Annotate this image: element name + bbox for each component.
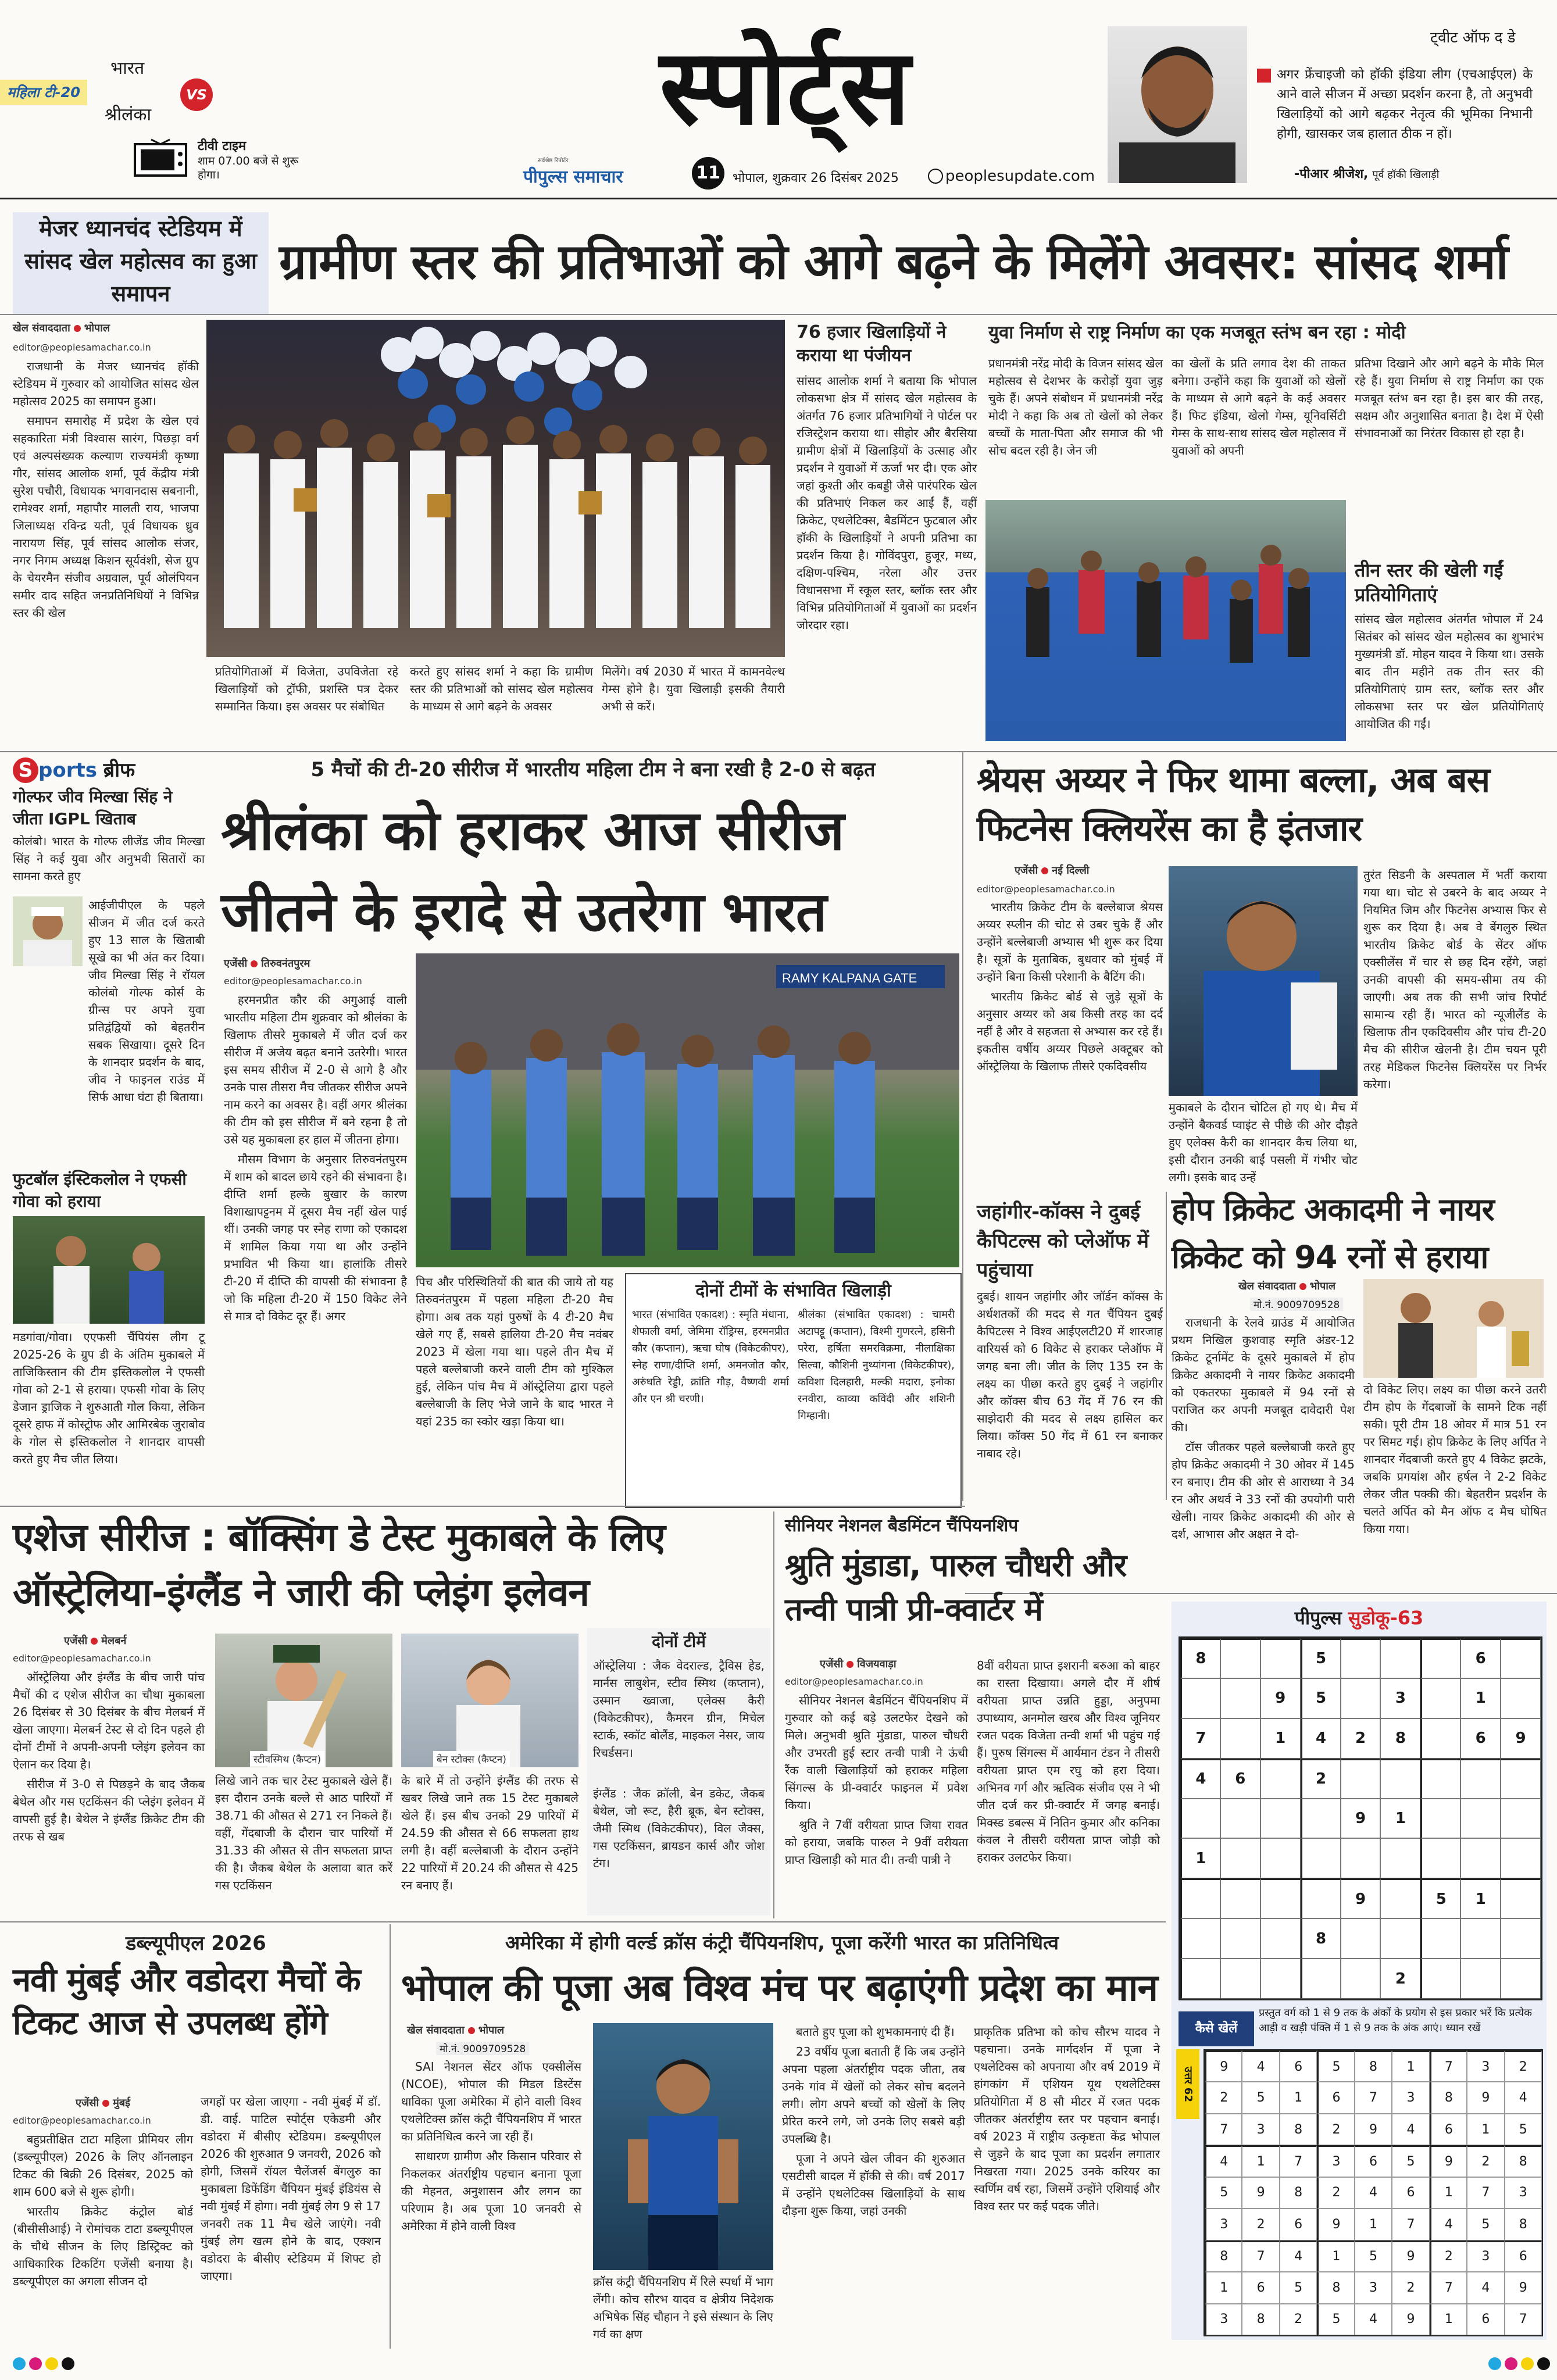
sudoku-cell: 6: [1392, 2177, 1429, 2209]
masthead-title: स्पोर्ट्स: [659, 26, 910, 148]
sudoku-cell[interactable]: 8: [1301, 1918, 1341, 1959]
sudoku-cell: 5: [1205, 2177, 1242, 2209]
sudoku-cell[interactable]: [1420, 1799, 1460, 1839]
story3-col1: भारतीय क्रिकेट टीम के बल्लेबाज श्रेयस अय्यर स्प्लीन की चोट से उबर चुके हैं और उन्होंने बल्लेबाजी अभ्यास भी शुरू कर दिया है। सूत्रों के मुताबिक, बुधवार को मुंबई में उन्होंने बिना किसी परेशानी के बैटिंग की। भारतीय क्रिकेट बोर्ड से जुड़े सूत्रों के अनुसार अय्यर को अब किसी तरह का दर्द नहीं है और वे सहजता से अभ्यास कर रहे हैं। इकतीस वर्षीय अय्यर पिछले अक्टूबर को ऑस्ट्रेलिया के खिलाफ तीसरे एकदिवसीय: [977, 900, 1163, 1073]
sudoku-cell: 4: [1505, 2082, 1542, 2113]
sudoku-cell[interactable]: [1220, 1799, 1260, 1839]
story6-email: editor@peoplesamachar.co.in: [13, 1653, 151, 1664]
sudoku-cell[interactable]: [1341, 1838, 1381, 1878]
sudoku-cell: 1: [1430, 2304, 1467, 2335]
sudoku-cell: 6: [1430, 2114, 1467, 2145]
sudoku-cell[interactable]: [1180, 1918, 1220, 1959]
sudoku-cell: 7: [1205, 2114, 1242, 2145]
sudoku-cell[interactable]: [1301, 1799, 1341, 1839]
sudoku-cell[interactable]: [1460, 1838, 1501, 1878]
sudoku-cell[interactable]: 9: [1501, 1718, 1541, 1759]
sudoku-cell[interactable]: [1420, 1718, 1460, 1759]
team2-name: श्रीलंका: [105, 105, 152, 125]
story1-col1: राजधानी के मेजर ध्यानचंद हॉकी स्टेडियम में गुरुवार को आयोजित सांसद खेल महोत्सव 2025 का समापन हुआ। समापन समारोह में प्रदेश के खेल एवं सहकारिता मंत्री विश्वास सारंग, पिछड़ा वर्ग एवं अल्पसंख्यक कल्याण राज्यमंत्री कृष्णा गौर, सांसद आलोक शर्मा, पूर्व केंद्रीय मंत्री सुरेश पचौरी, विधायक भगवानदास सबनानी, रामेश्वर शर्मा, महापौर मालती राय, भाजपा जिलाध्यक्ष रविन्द्र यती, पूर्व विधायक ध्रुव नारायण सिंह, पूर्व सांसद आलोक संजर, नगर निगम अध्यक्ष किशन सूर्यवंशी, सेज ग्रुप के चेयरमैन संजीव अग्रवाल, पूर्व ओलंपियन समीर दाद सहित जनप्रतिनिधियों ने विभिन्न स्तर की खेल: [13, 359, 199, 620]
story8-email: editor@peoplesamachar.co.in: [13, 2115, 151, 2126]
headline-rural-talent: ग्रामीण स्तर की प्रतिभाओं को आगे बढ़ने के मिलेंगे अवसर: सांसद शर्मा: [279, 233, 1508, 290]
sudoku-rules: प्रस्तुत वर्ग को 1 से 9 तक के अंकों के प्रयोग से इस प्रकार भरें कि प्रत्येक आड़ी व खड़ी पंक्ति में 1 से 9 तक के अंक आएं। ध्यान रखें: [1259, 2007, 1532, 2034]
sudoku-cell[interactable]: 4: [1180, 1759, 1220, 1799]
shreyas-photo: [1169, 866, 1358, 1096]
sudoku-cell: 5: [1392, 2145, 1429, 2177]
story3-email: editor@peoplesamachar.co.in: [977, 884, 1115, 895]
sudoku-grid[interactable]: [1179, 1636, 1542, 2000]
sudoku-cell[interactable]: [1260, 1878, 1301, 1918]
photo-sign: RAMY KALPANA GATE: [782, 971, 917, 985]
sudoku-cell[interactable]: [1180, 1799, 1220, 1839]
sudoku-cell: 1: [1317, 2240, 1354, 2272]
sudoku-cell[interactable]: [1380, 1838, 1420, 1878]
sudoku-cell: 7: [1392, 2209, 1429, 2240]
story9-headline: भोपाल की पूजा अब विश्व मंच पर बढ़ाएंगी प्रदेश का मान: [401, 1967, 1158, 2010]
sudoku-cell[interactable]: [1501, 1638, 1541, 1678]
sudoku-cell[interactable]: [1180, 1678, 1220, 1718]
sudoku-cell: 4: [1355, 2177, 1392, 2209]
tweet-author: [1294, 165, 1439, 182]
sudoku-cell: 2: [1242, 2209, 1279, 2240]
story3-caption: मुकाबले के दौरान चोटिल हो गए थे। मैच में उन्होंने बैकवर्ड प्वाइंट से पीछे की ओर दौड़ते हुए एलेक्स कैरी का शानदार कैच लिया था, इसी दौरान उनकी बाईं पसली में गंभीर चोट लगी। इसके बाद उन्हें: [1169, 1100, 1358, 1184]
match-box: [0, 49, 326, 195]
sudoku-cell[interactable]: [1460, 1959, 1501, 1999]
sudoku-how-to-play: कैसे खेलें: [1179, 2011, 1254, 2046]
story3-col3: तुरंत सिडनी के अस्पताल में भर्ती कराया गया था। चोट से उबरने के बाद अय्यर ने नियमित जिम और फिटनेस अभ्यास फिर से शुरू कर दिया है। अब वे बेंगलुरु स्थित भारतीय क्रिकेट बोर्ड के सेंटर ऑफ एक्सीलेंस में चार से छह दिन रहेंगे, जहां उनकी वापसी की समय-सीमा तय की जाएगी। अब तक की सभी जांच रिपोर्ट सामान्य रही हैं। भारत को न्यूजीलैंड के खिलाफ तीन एकदिवसीय और पांच टी-20 मैच की सीरीज खेलनी है। टीम चयन पूरी तरह मेडिकल फिटनेस क्लियरेंस पर निर्भर करेगा।: [1363, 868, 1547, 1091]
sudoku-panel: [1172, 1602, 1547, 2340]
sudoku-cell[interactable]: [1220, 1878, 1260, 1918]
brief-golf-headline: गोल्फर जीव मिल्खा सिंह ने जीता IGPL खिताब: [13, 787, 173, 828]
sudoku-cell[interactable]: [1420, 1678, 1460, 1718]
sudoku-cell[interactable]: 6: [1460, 1718, 1501, 1759]
story9-col3: बताते हुए पूजा को शुभकामनाएं दी हैं। 23 वर्षीय पूजा बताती हैं कि जब उन्होंने अपना पहला अंतर्राष्ट्रीय पदक जीता, तब उनके गांव में खेलों को लेकर सोच बदलने लगी। लोग अपने बच्चों को खेलों के लिए प्रेरित करने लगे, जो उनके लिए सबसे बड़ी उपलब्धि है। पूजा ने अपने खेल जीवन की शुरुआत एसटीसी बादल में हॉकी से की। वर्ष 2017 में उन्होंने एथलेटिक्स खिलाड़ियों के साथ दौड़ना शुरू किया, जहां उनकी: [782, 2025, 965, 2218]
sudoku-cell: 7: [1280, 2145, 1317, 2177]
sports-logo-s: S: [13, 757, 38, 783]
sudoku-cell[interactable]: 1: [1460, 1678, 1501, 1718]
story9-mobile: मो.नं. 9009709528: [436, 2042, 529, 2055]
tweet-author-name: -पीआर श्रीजेश,: [1294, 167, 1369, 181]
story2-email: editor@peoplesamachar.co.in: [224, 975, 362, 987]
sports-brief-logo: [13, 756, 135, 785]
story9-byline: खेल संवाददाता भोपाल: [407, 2024, 505, 2036]
reg-yellow: [45, 2357, 58, 2370]
sudoku-cell[interactable]: [1420, 1838, 1460, 1878]
sudoku-cell[interactable]: 6: [1220, 1759, 1260, 1799]
story8-byline: एजेंसी मुंबई: [76, 2097, 131, 2109]
sudoku-cell: 8: [1242, 2304, 1279, 2335]
story5-headline: होप क्रिकेट अकादमी ने नायर क्रिकेट को 94 रनों से हराया: [1172, 1191, 1494, 1275]
sudoku-cell[interactable]: [1220, 1918, 1260, 1959]
sudoku-cell[interactable]: [1260, 1918, 1301, 1959]
sudoku-cell[interactable]: [1501, 1759, 1541, 1799]
brief-golf-text-a: कोलंबो। भारत के गोल्फ लीजेंड जीव मिल्खा सिंह ने कई युवा और अनुभवी सितारों का सामना करते हुए: [13, 834, 205, 883]
story1-below-photo-2: करते हुए सांसद शर्मा ने कहा कि ग्रामीण स्तर की प्रतिभाओं को सांसद खेल महोत्सव के माध्यम से आगे बढ़ने के अवसर: [410, 664, 593, 713]
sudoku-cell: 5: [1242, 2082, 1279, 2113]
sudoku-cell[interactable]: [1341, 1959, 1381, 1999]
sudoku-cell: 4: [1467, 2272, 1504, 2303]
sudoku-cell: 2: [1317, 2177, 1354, 2209]
sudoku-cell[interactable]: [1260, 1799, 1301, 1839]
sudoku-answer-grid: [1204, 2049, 1543, 2336]
story4-text: दुबई। शायन जहांगीर और जॉर्डन कॉक्स के अर्धशतकों की मदद से गत चैंपियन दुबई कैपिटल्स ने विश्व आईएलटी20 में शारजाह वारियर्स को 6 विकेट से हराकर प्लेऑफ में जगह बना ली। जीत के लिए 135 रन के लक्ष्य का पीछा करते हुए दुबई ने जहांगीर और कॉक्स बीच 63 गेंद में 76 रन की साझेदारी की मदद से लक्ष्य हासिल कर लिया। कॉक्स 50 गेंद में 61 रन बनाकर नाबाद रहे।: [977, 1289, 1163, 1460]
sudoku-cell: 7: [1355, 2082, 1392, 2113]
story1-sub3-text: सांसद खेल महोत्सव अंतर्गत भोपाल में 24 सितंबर को सांसद खेल महोत्सव का शुभारंभ मुख्यमंत्री डॉ. मोहन यादव ने किया था। उसके बाद तीन महीने तक तीन स्तर की प्रतियोगिताएं ग्राम स्तर, ब्लॉक स्तर और लोकसभा स्तर पर खेल प्रतियोगिताएं आयोजित की गईं।: [1355, 612, 1544, 731]
sudoku-cell: 2: [1205, 2082, 1242, 2113]
sudoku-cell: 6: [1280, 2050, 1317, 2082]
story1-sub-modi: युवा निर्माण से राष्ट्र निर्माण का एक मजबूत स्तंभ बन रहा : मोदी: [988, 322, 1406, 343]
sudoku-cell[interactable]: [1220, 1638, 1260, 1678]
sudoku-cell[interactable]: [1301, 1878, 1341, 1918]
sudoku-cell: 1: [1430, 2177, 1467, 2209]
sudoku-cell: 7: [1430, 2050, 1467, 2082]
sudoku-cell: 5: [1280, 2272, 1317, 2303]
sudoku-cell[interactable]: [1501, 1678, 1541, 1718]
sudoku-cell: 3: [1317, 2145, 1354, 2177]
sudoku-cell: 6: [1317, 2082, 1354, 2113]
sudoku-cell: 9: [1355, 2114, 1392, 2145]
story5-byline: खेल संवाददाता भोपाल: [1238, 1280, 1336, 1292]
registration-marks: [13, 2357, 78, 2372]
sudoku-cell[interactable]: [1220, 1718, 1260, 1759]
sudoku-cell[interactable]: [1301, 1959, 1341, 1999]
sudoku-cell[interactable]: 5: [1420, 1878, 1460, 1918]
sudoku-cell[interactable]: 3: [1380, 1678, 1420, 1718]
sudoku-cell: 4: [1392, 2114, 1429, 2145]
story2-byline: एजेंसी तिरुवनंतपुरम: [224, 957, 310, 970]
story7-kicker: सीनियर नेशनल बैडमिंटन चैंपियनशिप: [785, 1516, 1019, 1536]
sudoku-cell[interactable]: [1380, 1638, 1420, 1678]
story5-col1: राजधानी के रेलवे ग्राउंड में आयोजित प्रथम निखिल कुशवाह स्मृति अंडर-12 क्रिकेट टूर्नामेंट के दूसरे मुकाबले में होप क्रिकेट अकादमी ने नायर क्रिकेट अकादमी को एकतरफा मुकाबले में 94 रनों से पराजित कर अपनी मजबूत दावेदारी पेश की। टॉस जीतकर पहले बल्लेबाजी करते हुए होप क्रिकेट अकादमी ने 30 ओवर में 145 रन बनाए। टीम की ओर से आराध्या ने 34 रन और अथर्व ने 33 रनों की उपयोगी पारी खेली। नायर क्रिकेट अकादमी की ओर से दर्श, आभास और अक्षत ने दो-: [1172, 1316, 1355, 1541]
tweet-label: ट्वीट ऑफ द डे: [1430, 29, 1516, 47]
sudoku-cell: 8: [1280, 2177, 1317, 2209]
sudoku-cell[interactable]: 2: [1380, 1959, 1420, 1999]
sudoku-cell[interactable]: 5: [1301, 1678, 1341, 1718]
sudoku-cell[interactable]: 2: [1341, 1718, 1381, 1759]
golfer-photo: [13, 896, 83, 966]
sudoku-cell: 3: [1205, 2304, 1242, 2335]
sudoku-cell: 6: [1280, 2209, 1317, 2240]
globe-icon: [928, 169, 943, 184]
vs-badge: VS: [180, 78, 213, 111]
masthead-paper: पीपुल्स समाचार: [523, 167, 623, 187]
sudoku-cell: 3: [1205, 2209, 1242, 2240]
sudoku-cell[interactable]: [1341, 1759, 1381, 1799]
reg-black: [62, 2357, 74, 2370]
sudoku-cell[interactable]: 1: [1380, 1799, 1420, 1839]
sudoku-cell: 1: [1242, 2145, 1279, 2177]
sudoku-cell[interactable]: [1420, 1959, 1460, 1999]
sudoku-cell: 1: [1392, 2050, 1429, 2082]
probable-xi-title: दोनों टीमों के संभावित खिलाड़ी: [695, 1281, 891, 1301]
sudoku-cell: 9: [1392, 2240, 1429, 2272]
sudoku-cell[interactable]: 5: [1301, 1638, 1341, 1678]
sudoku-cell[interactable]: 9: [1260, 1678, 1301, 1718]
sudoku-cell: 9: [1242, 2177, 1279, 2209]
story1-sub-three-levels: तीन स्तर की खेली गईं प्रतियोगिताएं: [1355, 559, 1504, 606]
sudoku-title: पीपुल्स सुडोकू-63: [1294, 1607, 1424, 1629]
story1-sub2-text-a: प्रधानमंत्री नरेंद्र मोदी के विजन सांसद खेल महोत्सव से देशभर के करोड़ों युवा जुड़ चुके हैं। अपने संबोधन में प्रधानमंत्री नरेंद्र मोदी ने कहा कि अब तो खेलों को लेकर बच्चों के माता-पिता और समाज की भी सोच बदल रही है। जेन जी: [988, 356, 1163, 458]
story1-sub2-text-c: प्रतिभा दिखाने और आगे बढ़ने के मौके मिल रहे हैं। युवा निर्माण से राष्ट्र निर्माण का एक मजबूत स्तंभ बन रहा है। इस बार की तरह, सक्षम और अनुशासित बनाता है। देश में ऐसी संभावनाओं का निरंतर विकास हो रहा है।: [1355, 356, 1544, 440]
sudoku-cell: 4: [1355, 2304, 1392, 2335]
sudoku-cell: 8: [1430, 2082, 1467, 2113]
story9-kicker: अमेरिका में होगी वर्ल्ड क्रॉस कंट्री चैंपियनशिप, पूजा करेंगी भारत का प्रतिनिधित्व: [505, 1931, 1059, 1954]
site-url: peoplesupdate.com: [945, 167, 1095, 185]
sudoku-cell: 1: [1467, 2114, 1504, 2145]
page-number: 11: [692, 157, 724, 190]
story5-col2: दो विकेट लिए। लक्ष्य का पीछा करने उतरी टीम होप के गेंदबाजों के सामने टिक नहीं सकी। पूरी टीम 18 ओवर में मात्र 51 रन पर सिमट गई। होप क्रिकेट के लिए अर्पित ने शानदार गेंदबाजी करते हुए 4 विकेट झटके, जबकि प्रगयांश और हर्षल ने 2-2 विकेट लेकर जीत पक्की की। बेहतरीन प्रदर्शन के चलते अर्पित को मैन ऑफ द मैच घोषित किया गया।: [1363, 1382, 1547, 1536]
sudoku-cell: 3: [1467, 2240, 1504, 2272]
sudoku-cell: 3: [1242, 2114, 1279, 2145]
sudoku-cell: 8: [1280, 2114, 1317, 2145]
story2-kicker: 5 मैचों की टी-20 सीरीज में भारतीय महिला टीम ने बना रखी है 2-0 से बढ़त: [310, 758, 876, 781]
story2-headline-line1: श्रीलंका को हराकर आज सीरीज: [221, 799, 844, 863]
story1-email: editor@peoplesamachar.co.in: [13, 342, 151, 353]
story6-headline-line1: एशेज सीरीज : बॉक्सिंग डे टेस्ट मुकाबले के लिए: [13, 1515, 665, 1560]
sudoku-cell: 9: [1430, 2145, 1467, 2177]
sudoku-cell: 4: [1280, 2240, 1317, 2272]
sudoku-cell[interactable]: 9: [1341, 1799, 1381, 1839]
sudoku-cell: 6: [1242, 2272, 1279, 2303]
dateline: भोपाल, शुक्रवार 26 दिसंबर 2025: [733, 171, 899, 185]
sudoku-cell[interactable]: [1501, 1838, 1541, 1878]
sports-logo-tag: ब्रीफ: [103, 759, 135, 782]
sports-logo-text: ports: [38, 759, 97, 782]
sudoku-cell[interactable]: 4: [1301, 1718, 1341, 1759]
sudoku-cell: 6: [1505, 2240, 1542, 2272]
brief-golf-text-b-cont: [13, 966, 205, 1152]
sudoku-cell[interactable]: [1380, 1878, 1420, 1918]
sudoku-cell[interactable]: [1501, 1918, 1541, 1959]
probable-xi-sl: श्रीलंका (संभावित एकादश) : चामरी अटापट्टू (कप्तान), विश्मी गुणरत्ने, हसिनी परेरा, हर्षिता समरविक्रमा, नीलाक्षिका सिल्वा, कौशिनी नुथ्यांगना (विकेटकीपर), कविशा दिलहारी, मल्की मदारा, इनोका रनवीरा, काव्या कविंदी और शशिनी गिम्हानी।: [798, 1309, 955, 1422]
sudoku-cell: 7: [1430, 2272, 1467, 2303]
pooja-photo: [593, 2023, 773, 2270]
sudoku-cell[interactable]: 2: [1301, 1759, 1341, 1799]
story7-email: editor@peoplesamachar.co.in: [785, 1676, 923, 1687]
tweet-text: अगर फ्रेंचाइजी को हॉकी इंडिया लीग (एचआईएल) के आने वाले सीजन में अच्छा प्रदर्शन करना है, तो अनुभवी खिलाड़ियों को आगे बढ़कर नेतृत्व की भूमिका निभानी होगी, खासकर जब हालात ठीक न हों।: [1277, 67, 1533, 141]
reg-magenta: [29, 2357, 42, 2370]
sudoku-cell: 6: [1467, 2304, 1504, 2335]
sudoku-cell: 5: [1317, 2304, 1354, 2335]
sudoku-cell: 9: [1317, 2209, 1354, 2240]
india-team-photo: [416, 953, 959, 1267]
sudoku-cell: 2: [1317, 2114, 1354, 2145]
sudoku-cell[interactable]: 1: [1180, 1838, 1220, 1878]
sudoku-cell: 8: [1205, 2240, 1242, 2272]
story5-mobile: मो.नं. 9009709528: [1250, 1298, 1343, 1311]
story6-headline-line2: ऑस्ट्रेलिया-इंग्लैंड ने जारी की प्लेइंग इलेवन: [13, 1570, 589, 1615]
probable-xi-india: भारत (संभावित एकादश) : स्मृति मंधाना, शेफाली वर्मा, जेमिमा रॉड्रिग्स, हरमनप्रीत कौर (कप्तान), ऋचा घोष (विकेटकीपर), स्नेह राणा/दीप्ति शर्मा, अमनजोत कौर, अरुंधति रेड्डी, क्रांति गौड़, वैष्णवी शर्मा और एन श्री चरणी।: [632, 1309, 789, 1405]
sudoku-cell[interactable]: 1: [1460, 1878, 1501, 1918]
story6-col2: लिखे जाने तक चार टेस्ट मुकाबले खेले हैं। इस दौरान उनके बल्ले से आठ पारियों में 38.71 की औसत से 271 रन निकले हैं। वहीं, गेंदबाजी के दौरान चार पारियों में 31.33 की औसत से तीन सफलता प्राप्त की है। जैकब बेथेल के अलावा बात करें गस एटकिंसन: [215, 1774, 392, 1892]
sudoku-cell[interactable]: 8: [1180, 1638, 1220, 1678]
masthead-small-label: सर्वश्रेष्ठ रिपोर्टर: [538, 158, 569, 164]
sudoku-cell: 3: [1355, 2272, 1392, 2303]
team1-name: भारत: [110, 58, 145, 78]
both-teams-box: [587, 1628, 770, 1916]
sudoku-cell[interactable]: [1501, 1799, 1541, 1839]
sudoku-cell[interactable]: [1380, 1759, 1420, 1799]
story7-col2: 8वीं वरीयता प्राप्त इशरानी बरुआ को बाहर का रास्ता दिखाया। अगले दौर में शीर्ष वरीयता प्राप्त उन्नति हुड्डा, अनुपमा उपाध्याय, अनमोल खरब और विश्व जूनियर रजत पदक विजेता तन्वी शर्मा भी पहुंच गई हैं। पुरुष सिंगल्स में आर्यमान टंडन ने तीसरी वरीयता प्राप्त एम रघु को हरा दिया। अभिनव गर्ग और ऋत्विक संजीव एस ने भी जीत दर्ज कर प्री-क्वार्टर में जगह बनाई। मिक्स्ड डबल्स में नितिन कुमार और कनिका कंवल ने तीसरी वरीयता प्राप्त जोड़ी को हराकर उलटफेर किया।: [977, 1659, 1160, 1864]
story6-col3: के बारे में तो उन्होंने इंग्लैंड की तरफ से खबर लिखे जाने तक 15 टेस्ट मुकाबले खेले हैं। इस बीच उनको 29 पारियों में 24.59 की औसत से 66 सफलता हाथ लगी है। वहीं बल्लेबाजी के दौरान उन्होंने 22 पारियों में 20.24 की औसत से 425 रन बनाए हैं।: [401, 1774, 578, 1892]
sudoku-cell: 3: [1505, 2177, 1542, 2209]
sudoku-cell[interactable]: [1260, 1638, 1301, 1678]
sudoku-cell: 5: [1505, 2114, 1542, 2145]
sudoku-cell[interactable]: [1260, 1838, 1301, 1878]
sudoku-cell[interactable]: [1460, 1759, 1501, 1799]
sudoku-cell[interactable]: [1180, 1878, 1220, 1918]
sudoku-cell: 5: [1355, 2240, 1392, 2272]
reg-cyan: [13, 2357, 26, 2370]
story8-col2: जगहों पर खेला जाएगा - नवी मुंबई में डॉ. डी. वाई. पाटिल स्पोर्ट्स एकेडमी और वडोदरा में बीसीए स्टेडियम। डब्ल्यूपीएल 2026 की शुरुआत 9 जनवरी, 2026 को होगी, जिसमें रॉयल चैलेंजर्स बेंगलुरु का मुकाबला डिफेंडिंग चैंपियन मुंबई इंडियंस से नवी मुंबई में होगा। नवी मुंबई लेग 9 से 17 जनवरी तक 11 मैच खेले जाएंगे। नवी मुंबई लेग खत्म होने के बाद, एक्शन वडोदरा के बीसीए स्टेडियम में शिफ्ट हो जाएगा।: [201, 2095, 381, 2283]
probable-xi-box: [625, 1273, 962, 1508]
kicker-stadium: मेजर ध्यानचंद स्टेडियम में सांसद खेल महोत्सव का हुआ समापन: [13, 212, 269, 314]
hockey-photo: [985, 500, 1346, 741]
story6-byline: एजेंसी मेलबर्न: [64, 1635, 127, 1647]
sudoku-cell[interactable]: 6: [1460, 1638, 1501, 1678]
story6-col1: ऑस्ट्रेलिया और इंग्लैंड के बीच जारी पांच मैचों की द एशेज सीरीज का चौथा मुकाबला 26 दिसंबर से 30 दिसंबर के बीच मेलबर्न में खेला जाएगा। मेलबर्न टेस्ट से दो दिन पहले ही दोनों टीमों ने अपनी-अपनी प्लेइंग इलेवन का ऐलान कर दिया है। सीरीज में 3-0 से पिछड़ने के बाद जैकब बेथेल और गस एटकिंसन की प्लेइंग इलेवन में वापसी हुई है। बेथेल ने इंग्लैंड क्रिकेट टीम की तरफ से खब: [13, 1670, 205, 1843]
sudoku-cell[interactable]: [1180, 1959, 1220, 1999]
stokes-caption: बेन स्टोक्स (कैप्टन): [433, 1751, 510, 1767]
sudoku-cell[interactable]: [1220, 1959, 1260, 1999]
sudoku-cell: 8: [1505, 2209, 1542, 2240]
story8-headline: नवी मुंबई और वडोदरा मैचों के टिकट आज से उपलब्ध होंगे: [13, 1961, 360, 2042]
sudoku-cell[interactable]: [1380, 1918, 1420, 1959]
sudoku-cell[interactable]: [1501, 1959, 1541, 1999]
sudoku-cell: 4: [1205, 2145, 1242, 2177]
match-tag: महिला टी-20: [0, 80, 87, 105]
tv-icon: [134, 140, 187, 178]
story1-sub1-text: सांसद आलोक शर्मा ने बताया कि भोपाल लोकसभा क्षेत्र में सांसद खेल महोत्सव के अंतर्गत 76 हजार प्रतिभागियों ने पोर्टल पर रजिस्ट्रेशन कराया था। सीहोर और बैरसिया ग्रामीण क्षेत्रों में खिलाड़ियों के उत्साह और प्रदर्शन ने युवाओं में ऊर्जा भर दी। एक ओर जहां कुश्ती और कबड्डी जैसे पारंपरिक खेल की प्रतिभाएं निकल कर आईं हैं, वहीं क्रिकेट, एथलेटिक्स, बैडमिंटन फुटबाल और हॉकी के खिलाड़ियों ने अपनी प्रतिभा का प्रदर्शन किया है। गोविंदपुरा, हुजूर, मध्य, दक्षिण-पश्चिम, नरेला और उत्तर विधानसभा में स्कूल स्तर, ब्लॉक स्तर और विभिन्न प्रतियोगिताओं में युवाओं का प्रदर्शन जोरदार रहा।: [797, 374, 977, 632]
sudoku-cell: 4: [1430, 2209, 1467, 2240]
sudoku-cell: 1: [1205, 2272, 1242, 2303]
story7-col1: सीनियर नेशनल बैडमिंटन चैंपियनशिप में गुरुवार को कई बड़े उलटफेर देखने को मिले। अनुभवी श्रुति मुंडाडा, पारुल चौधरी और उभरती हुई स्टार तन्वी पात्री ने ऊंची रैंक वाली खिलाड़ियों को हराकर महिला सिंगल्स के प्री-क्वार्टर फाइनल में प्रवेश किया। श्रुति ने 7वीं वरीयता प्राप्त जिया रावत को हराया, जबकि पारुल ने 9वीं वरीयता प्राप्त खिलाड़ी को मात दी। तन्वी पात्री ने: [785, 1693, 968, 1867]
both-teams-eng: इंग्लैंड : जैक क्रॉली, बेन डकेट, जैकब बेथेल, जो रूट, हैरी ब्रूक, बेन स्टोक्स, जैमी स्मिथ (विकेटकीपर), विल जैक्स, गस एटकिंसन, ब्रायडन कार्स और जोश टंग।: [593, 1786, 765, 1870]
sudoku-cell[interactable]: [1220, 1838, 1260, 1878]
story7-headline: श्रुति मुंडाडा, पारुल चौधरी और तन्वी पात्री प्री-क्वार्टर में: [785, 1547, 1127, 1628]
brief-football-headline: फुटबॉल इंस्टिकलोल ने एफसी गोवा को हराया: [13, 1170, 187, 1211]
smith-photo: [215, 1634, 392, 1767]
football-photo: [13, 1216, 205, 1324]
story8-col1: बहुप्रतीक्षित टाटा महिला प्रीमियर लीग (डब्ल्यूपीएल) 2026 के लिए ऑनलाइन टिकट की बिक्री 26 दिसंबर, 2025 को शाम 600 बजे से शुरू होगी। भारतीय क्रिकेट कंट्रोल बोर्ड (बीसीसीआई) ने रोमांचक टाटा डब्ल्यूपीएल के चौथे सीजन के लिए डिस्ट्रिक्ट को आधिकारिक टिकटिंग एजेंसी बनाया है। डब्ल्यूपीएल का अगला सीजन दो: [13, 2132, 193, 2288]
both-teams-title: दोनों टीमें: [652, 1632, 706, 1651]
sudoku-cell: 7: [1505, 2304, 1542, 2335]
sudoku-cell: 7: [1467, 2177, 1504, 2209]
sudoku-cell: 7: [1242, 2240, 1279, 2272]
sudoku-cell: 5: [1467, 2209, 1504, 2240]
story7-byline: एजेंसी विजयवाड़ा: [820, 1658, 897, 1670]
sudoku-cell: 3: [1392, 2082, 1429, 2113]
smith-caption: स्टीवस्मिथ (कैप्टन): [250, 1751, 324, 1767]
sudoku-cell[interactable]: [1220, 1678, 1260, 1718]
sudoku-cell[interactable]: [1341, 1918, 1381, 1959]
ceremony-photo: [206, 320, 785, 657]
sudoku-cell[interactable]: [1420, 1918, 1460, 1959]
sudoku-cell[interactable]: [1260, 1959, 1301, 1999]
sudoku-cell: 8: [1355, 2050, 1392, 2082]
tv-time: शाम 07.00 बजे से शुरू होगा।: [198, 155, 299, 181]
sudoku-cell[interactable]: [1501, 1878, 1541, 1918]
sudoku-cell[interactable]: [1420, 1759, 1460, 1799]
story8-kicker: डब्ल्यूपीएल 2026: [126, 1932, 266, 1955]
sudoku-cell: 2: [1430, 2240, 1467, 2272]
sudoku-cell: 2: [1505, 2050, 1542, 2082]
sudoku-cell: 4: [1242, 2050, 1279, 2082]
sudoku-cell: 6: [1355, 2145, 1392, 2177]
sudoku-cell[interactable]: [1341, 1638, 1381, 1678]
sudoku-cell[interactable]: 1: [1260, 1718, 1301, 1759]
sudoku-cell[interactable]: [1301, 1838, 1341, 1878]
brief-golf-text-b: आईजीपीएल के पहले सीजन में जीत दर्ज करते हुए 13 साल के खिताबी सूखे का भी अंत कर दिया। जीव मिल्खा सिंह ने रॉयल कोलंबो गोल्फ कोर्स के ग्रीन्स पर अपने युवा प्रतिद्वंद्वियों को बेहतरीन सबक सिखाया। दूसरे दिन के शानदार प्रदर्शन के बाद, जीव ने फाइनल राउंड में सिर्फ आधा घंटा ही बिताया।: [88, 898, 205, 1104]
tv-label: टीवी टाइम: [198, 139, 247, 153]
story3-headline: श्रेयस अय्यर ने फिर थामा बल्ला, अब बस फिटनेस क्लियरेंस का है इंतजार: [977, 760, 1490, 849]
sudoku-cell: 2: [1280, 2304, 1317, 2335]
sudoku-cell: 9: [1392, 2304, 1429, 2335]
story2-col1: हरमनप्रीत कौर की अगुआई वाली भारतीय महिला टीम शुक्रवार को श्रीलंका के खिलाफ तीसरे मुकाबले में जीत दर्ज कर सीरीज में अजेय बढ़त बनाने उतरेगी। भारत इस समय सीरीज में 2-0 से आगे है और उनके पास तीसरा मैच जीतकर सीरीज अपने नाम करने का अवसर है। वहीं अगर श्रीलंका की टीम को इस सीरीज में बने रहना है तो उसे यह मुकाबला हर हाल में जीतना होगा। मौसम विभाग के अनुसार तिरुवनंतपुरम में शाम को बादल छाये रहने की संभावना है। दीप्ति शर्मा हल्के बुखार के कारण विशाखापट्टनम में दूसरा मैच नहीं खेल पाई थीं। उनकी जगह पर स्नेह राणा को एकादश में शामिल किया गया था और उन्होंने प्रभावित भी किया था। हालांकि तीसरे टी-20 में दीप्ति की वापसी की संभावना है जो कि महिला टी-20 में 150 विकेट लेने से मात्र दो विकेट दूर हैं। अगर: [224, 993, 407, 1323]
story1-sub-registration: 76 हजार खिलाड़ियों ने कराया था पंजीयन: [797, 322, 947, 366]
sreejesh-photo: [1108, 26, 1247, 183]
sudoku-cell: 8: [1317, 2272, 1354, 2303]
sudoku-cell: 9: [1205, 2050, 1242, 2082]
sudoku-cell: 1: [1355, 2209, 1392, 2240]
story9-col1: SAI नेशनल सेंटर ऑफ एक्सीलेंस (NCOE), भोपाल की मिडल डिस्टेंस धाविका पूजा अमेरिका में होने वाली विश्व एथलेटिक्स क्रॉस कंट्री चैंपियनशिप में भारत का प्रतिनिधित्व करने जा रही हैं। साधारण ग्रामीण और किसान परिवार से निकलकर अंतर्राष्ट्रीय पहचान बनाना पूजा की मेहनत, अनुशासन और लगन का परिणाम है। अब पूजा 10 जनवरी से अमेरिका में होने वाली विश्व: [401, 2060, 581, 2233]
story1-byline: खेल संवाददाता भोपाल: [13, 322, 110, 334]
story2-col2: पिच और परिस्थितियों की बात की जाये तो यह तिरुवनंतपुरम में पहला महिला टी-20 मैच होगा। अब तक यहां पुरुषों के 4 टी-20 मैच खेले गए हैं, सबसे हालिया टी-20 मैच नवंबर 2023 में खेला गया था। पहले तीन मैच में पहले बल्लेबाजी करने वाली टीम को मुश्किल हुई, लेकिन पांच मैच में ऑस्ट्रेलिया द्वारा पहले बल्लेबाजी के लिए भेजे जाने के बाद भारत ने यहां 235 का स्कोर खड़ा किया था।: [416, 1275, 613, 1428]
sudoku-cell[interactable]: 9: [1341, 1878, 1381, 1918]
both-teams-aus: ऑस्ट्रेलिया : जैक वेदराल्ड, ट्रैविस हेड, मार्नस लाबुशेन, स्टीव स्मिथ (कप्तान), उस्मान ख्वाजा, एलेक्स कैरी (विकेटकीपर), कैमरन ग्रीन, मिचेल स्टार्क, स्कॉट बोलैंड, माइकल नेसर, जाय रिचर्डसन।: [593, 1659, 765, 1760]
story1-sub2-text-b: का खेलों के प्रति लगाव देश की ताकत बनेगा। उन्होंने कहा कि युवाओं को खेलों के माध्यम से आगे बढ़ने के कई अवसर हैं। फिट इंडिया, खेलो गेम्स, यूनिवर्सिटी गेम्स के साथ-साथ सांसद खेल महोत्सव में युवाओं को अपनी: [1172, 356, 1346, 458]
sudoku-cell: 9: [1505, 2272, 1542, 2303]
sudoku-answer-label: उत्तर 62: [1176, 2049, 1199, 2119]
sudoku-cell: 2: [1392, 2272, 1429, 2303]
sudoku-cell: 9: [1467, 2082, 1504, 2113]
tweet-icon: [1257, 69, 1271, 83]
story2-headline-line2: जीतने के इरादे से उतरेगा भारत: [221, 881, 827, 944]
sudoku-cell: 2: [1467, 2145, 1504, 2177]
sudoku-cell[interactable]: [1460, 1799, 1501, 1839]
story1-below-photo-3: मिलेंगे। वर्ष 2030 में भारत में कामनवेल्थ गेम्स होने है। युवा खिलाड़ी इसकी तैयारी अभी से करें।: [602, 664, 785, 713]
sudoku-cell[interactable]: [1420, 1638, 1460, 1678]
brief-football-text: मडगांवा/गोवा। एएफसी चैंपियंस लीग टू 2025-26 के ग्रुप डी के अंतिम मुकाबले में ताजिकिस्तान की टीम इस्तिकलोल ने एफसी गोवा को 2-1 से हराया। एफसी गोवा के लिए डेजान ड्राजिक ने शुरुआती गोल किया, लेकिन दूसरे हाफ में कोस्ट्रोफ और आमिरबेक जुराबोव के गोल से इस्तिकलोल ने शानदार वापसी करते हुए मैच जीत लिया।: [13, 1330, 205, 1466]
sudoku-cell: 1: [1280, 2082, 1317, 2113]
story3-byline: एजेंसी नई दिल्ली: [1015, 864, 1090, 877]
sudoku-cell: 3: [1467, 2050, 1504, 2082]
story9-caption: क्रॉस कंट्री चैंपियनशिप में रिले स्पर्धा में भाग लेंगी। कोच सौरभ यादव व क्षेत्रीय निदेशक अभिषेक सिंह चौहान ने इसे संस्थान के लिए गर्व का क्षण: [593, 2275, 773, 2341]
sudoku-cell[interactable]: 8: [1380, 1718, 1420, 1759]
sudoku-cell[interactable]: [1341, 1678, 1381, 1718]
story1-below-photo-1: प्रतियोगिताओं में विजेता, उपविजेता रहे खिलाड़ियों को ट्रॉफी, प्रशस्ति पत्र देकर सम्मानित किया। इस अवसर पर संबोधित: [215, 664, 398, 713]
tweet-author-desc: पूर्व हॉकी खिलाड़ी: [1372, 169, 1440, 181]
registration-marks-right: [1488, 2357, 1554, 2372]
sudoku-cell: 5: [1317, 2050, 1354, 2082]
hope-cricket-photo: [1363, 1279, 1544, 1378]
sudoku-cell[interactable]: 7: [1180, 1718, 1220, 1759]
stokes-photo: [401, 1634, 578, 1767]
sudoku-cell[interactable]: [1460, 1918, 1501, 1959]
story4-headline: जहांगीर-कॉक्स ने दुबई कैपिटल्स को प्लेऑफ में पहुंचाया: [977, 1200, 1149, 1282]
story9-col4: प्राकृतिक प्रतिभा को कोच सौरभ यादव ने पहचाना। उनके मार्गदर्शन में पूजा ने एथलेटिक्स को अपनाया और वर्ष 2019 में हांगकांग में एशियन यूथ एथलेटिक्स प्रतियोगिता में 8 सौ मीटर में रजत पदक जीतकर अंतर्राष्ट्रीय स्तर पर पहचान बनाई। वर्ष 2023 में राष्ट्रीय उत्कृष्टता केंद्र भोपाल से जुड़ने के बाद पूजा का प्रदर्शन लगातार निखरता गया। 2025 उनके करियर का स्वर्णिम वर्ष रहा, जिसमें उन्होंने एशियाई और विश्व स्तर पर कई पदक जीते।: [974, 2025, 1160, 2213]
sudoku-cell[interactable]: [1260, 1759, 1301, 1799]
sudoku-cell: 8: [1505, 2145, 1542, 2177]
